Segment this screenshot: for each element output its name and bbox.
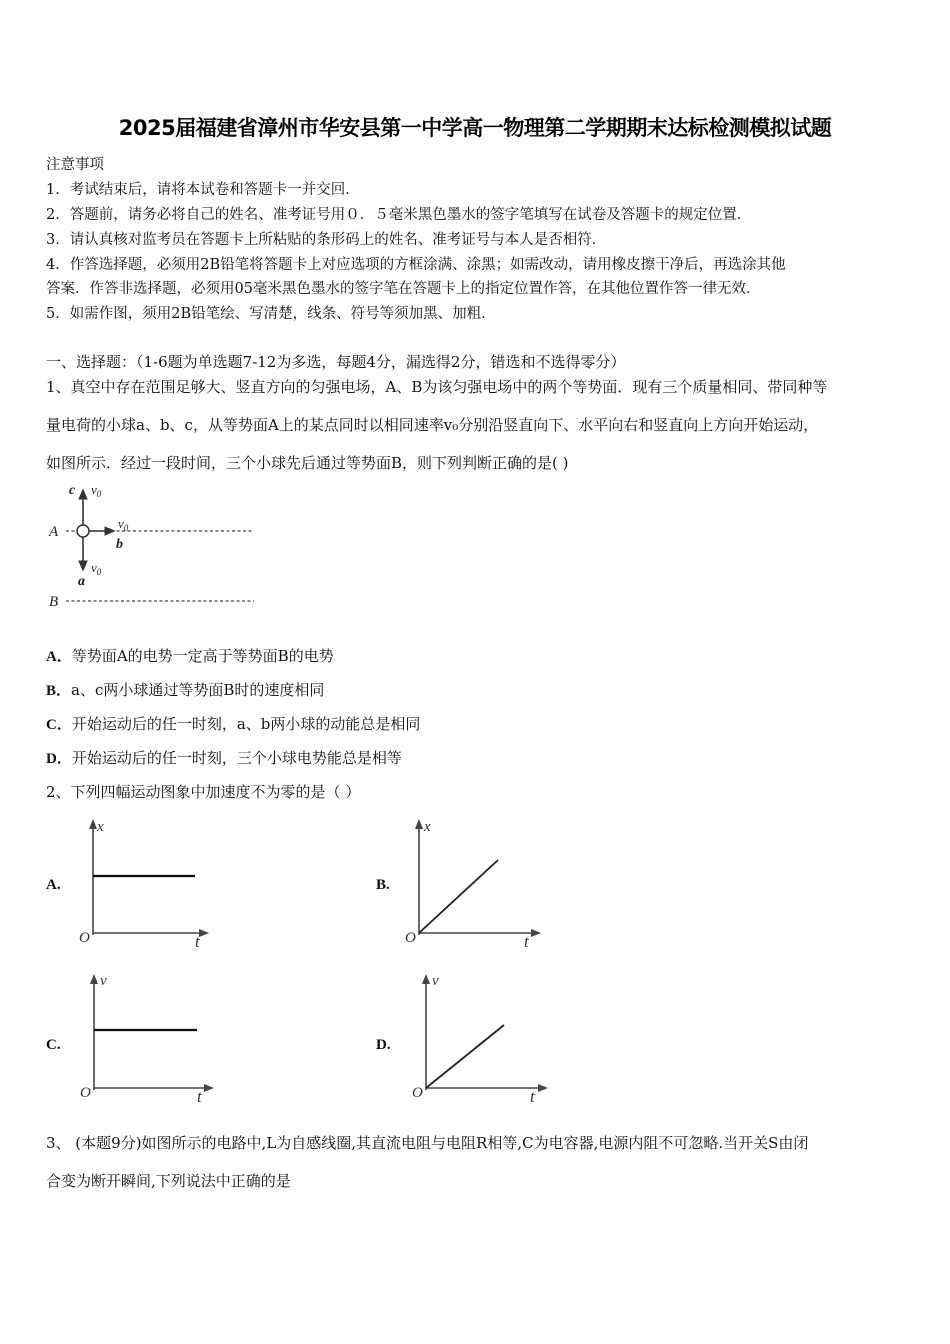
notice-heading: 注意事项 <box>46 157 104 173</box>
vt-graph-diagonal <box>410 970 555 1105</box>
notice-item-2: 2．答题前，请务必将自己的姓名、准考证号用０．５毫米黑色墨水的签字笔填写在试卷及答题卡的规定位置． <box>46 207 752 223</box>
option-text: 开始运动后的任一时刻，三个小球电势能总是相等 <box>71 749 402 767</box>
q1-option-c[interactable] <box>46 713 420 734</box>
xt-graph-diagonal <box>402 815 547 950</box>
svg-text:O: O <box>80 1085 91 1101</box>
svg-text:B: B <box>49 594 59 610</box>
q2-graph-a[interactable] <box>75 815 215 950</box>
notice-item-4: 4．作答选择题，必须用2B铅笔将答题卡上对应选项的方框涂满、涂黑；如需改动，请用橡皮擦干净后，再选涂其他 <box>46 257 786 273</box>
svg-text:b: b <box>116 537 123 552</box>
svg-text:c: c <box>69 483 76 498</box>
option-letter: D． <box>46 751 72 767</box>
q2-option-c-label[interactable]: C. <box>46 1037 61 1053</box>
equipotential-diagram <box>44 478 264 613</box>
q2-graph-d[interactable] <box>410 970 555 1105</box>
svg-text:x: x <box>424 819 431 835</box>
svg-text:v0: $v_0$ <box>91 482 102 499</box>
option-text: 等势面A的电势一定高于等势面B的电势 <box>71 647 334 665</box>
svg-text:t: t <box>530 1087 535 1105</box>
svg-text:a: a <box>78 574 85 589</box>
q3-stem-line-2: 合变为断开瞬间,下列说法中正确的是 <box>46 1172 291 1190</box>
option-text: a、c两小球通过等势面B时的速度相同 <box>71 681 325 699</box>
notice-item-5: 5．如需作图，须用2B铅笔绘、写清楚，线条、符号等须加黑、加粗． <box>46 306 496 322</box>
svg-text:O: O <box>405 930 416 946</box>
q2-option-d-label[interactable]: D. <box>376 1037 391 1053</box>
q2-stem: 2、下列四幅运动图象中加速度不为零的是（ ） <box>46 783 361 801</box>
q3-stem-line-1: 3、 (本题9分)如图所示的电路中,L为自感线圈,其直流电阻与电阻R相等,C为电容器,电源内阻不可忽略.当开关S由闭 <box>46 1134 809 1152</box>
svg-text:v0: $v_0$ <box>118 516 129 533</box>
notice-item-4-cont: 答案．作答非选择题，必须用05毫米黑色墨水的签字笔在答题卡上的指定位置作答，在其他位置作答一律无效． <box>46 281 761 297</box>
notice-item-1: 1．考试结束后，请将本试卷和答题卡一并交回． <box>46 182 360 198</box>
q1-figure <box>44 478 264 613</box>
svg-text:t: t <box>524 932 529 950</box>
q1-option-b[interactable] <box>46 679 324 700</box>
svg-text:v: v <box>432 973 439 989</box>
q2-graph-b[interactable] <box>402 815 547 950</box>
q1-option-d[interactable] <box>46 747 402 768</box>
section-heading: 一、选择题：（1-6题为单选题7-12为多选，每题4分，漏选得2分，错选和不选得零分） <box>46 353 626 371</box>
svg-text:v0: $v_0$ <box>91 560 102 577</box>
q2-option-a-label[interactable]: A. <box>46 877 61 893</box>
svg-text:t: t <box>197 1087 202 1105</box>
svg-text:O: O <box>79 930 90 946</box>
svg-text:O: O <box>412 1085 423 1101</box>
svg-text:v: v <box>100 973 107 989</box>
svg-text:A: A <box>49 524 59 540</box>
option-text: 开始运动后的任一时刻，a、b两小球的动能总是相同 <box>71 715 421 733</box>
vt-graph-horizontal <box>76 970 221 1105</box>
xt-graph-horizontal <box>75 815 215 950</box>
option-letter: B． <box>46 683 72 699</box>
q2-option-b-label[interactable]: B. <box>376 877 390 893</box>
q1-stem-line-2: 量电荷的小球a、b、c，从等势面A上的某点同时以相同速率v₀分别沿竖直向下、水平向右和竖直向上方向开始运动， <box>46 416 819 434</box>
q1-stem-line-1: 1、真空中存在范围足够大、竖直方向的匀强电场，A、B为该匀强电场中的两个等势面．现有三个质量相同、带同种等 <box>46 378 828 396</box>
q1-option-a[interactable] <box>46 645 334 666</box>
option-letter: C． <box>46 717 72 733</box>
svg-text:x: x <box>97 819 104 835</box>
svg-text:t: t <box>195 932 200 950</box>
notice-item-3: 3．请认真核对监考员在答题卡上所粘贴的条形码上的姓名、准考证号与本人是否相符． <box>46 232 607 248</box>
page-title: 2025届福建省漳州市华安县第一中学高一物理第二学期期末达标检测模拟试题 <box>118 116 832 140</box>
option-letter: A． <box>46 649 72 665</box>
q1-stem-line-3: 如图所示．经过一段时间，三个小球先后通过等势面B，则下列判断正确的是( ) <box>46 454 569 472</box>
q2-graph-c[interactable] <box>76 970 221 1105</box>
